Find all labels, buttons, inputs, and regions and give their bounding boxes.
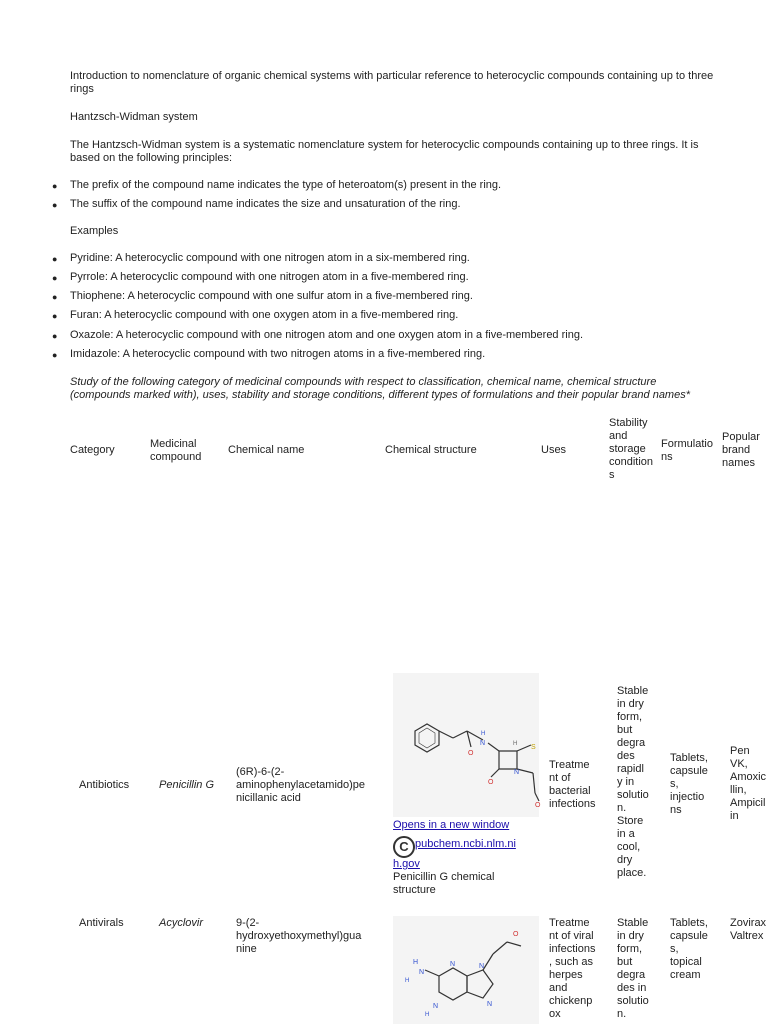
opens-new-window-link[interactable]: Opens in a new window — [393, 819, 510, 831]
header-category: Category — [70, 444, 115, 456]
svg-text:O: O — [488, 779, 494, 786]
section-heading: Hantzsch-Widman system — [70, 111, 198, 123]
bullet-icon: ● — [52, 254, 58, 264]
list-item: The prefix of the compound name indicates the type of heteroatom(s) present in the ring. — [70, 179, 502, 191]
header-medicinal-compound: Medicinal compound — [150, 438, 202, 463]
list-item: Imidazole: A heterocyclic compound with two nitrogen atoms in a five-membered ring. — [70, 348, 486, 360]
svg-text:O: O — [468, 750, 474, 757]
svg-text:O: O — [513, 931, 519, 938]
cell-uses: Treatme nt of viral infections , such as herpes and chickenp ox — [549, 917, 596, 1020]
penicillin-structure-image — [393, 673, 539, 817]
bullet-icon: ● — [52, 273, 58, 283]
svg-text:N: N — [419, 969, 425, 976]
study-instructions: Study of the following category of medicinal compounds with respect to classification, chemical name, chemical structure (compounds marked with), uses, stability and storage conditions, different types of formulations and their popular brand names* — [70, 376, 690, 401]
header-uses: Uses — [541, 444, 567, 456]
examples-heading: Examples — [70, 225, 119, 237]
cell-stability: Stable in dry form, but degra des in solutio n. — [617, 917, 649, 1020]
header-formulations: Formulatio ns — [661, 438, 713, 463]
acyclovir-structure-image — [393, 916, 539, 1024]
svg-text:H: H — [513, 741, 518, 747]
cell-compound: Acyclovir — [159, 917, 204, 929]
header-stability: Stability and storage condition s — [609, 417, 654, 481]
svg-text:N: N — [514, 769, 520, 776]
cell-stability: Stable in dry form, but degra des rapidl y in solutio n. Store in a cool, dry place. — [617, 685, 649, 879]
svg-text:H: H — [481, 731, 486, 737]
svg-text:N: N — [433, 1003, 439, 1010]
penicillin-molecule-drawing — [393, 673, 539, 817]
svg-text:H: H — [405, 978, 410, 984]
svg-text:N: N — [450, 961, 456, 968]
cell-brand-names: Pen VK, Amoxic llin, Ampicil in — [730, 745, 767, 822]
header-brand-names: Popular brand names — [722, 431, 760, 469]
bullet-icon: ● — [52, 311, 58, 321]
image-source[interactable]: C pubchem.ncbi.nlm.ni h.gov — [393, 838, 516, 870]
svg-text:N: N — [479, 963, 485, 970]
bullet-icon: ● — [52, 331, 58, 341]
header-chemical-structure: Chemical structure — [385, 444, 477, 456]
section-description: The Hantzsch-Widman system is a systematic nomenclature system for heterocyclic compounds containing up to three rings. It is based on the following principles: — [70, 139, 699, 164]
cell-brand-names: Zovirax Valtrex — [730, 917, 767, 942]
cell-compound: Penicillin G — [159, 779, 215, 791]
cell-uses: Treatme nt of bacterial infections — [549, 759, 596, 810]
svg-text:S: S — [531, 744, 536, 751]
svg-text:O: O — [535, 802, 541, 809]
header-chemical-name: Chemical name — [228, 444, 305, 456]
list-item: Furan: A heterocyclic compound with one oxygen atom in a five-membered ring. — [70, 309, 459, 321]
bullet-icon: ● — [52, 350, 58, 360]
cell-formulations: Tablets, capsule s, topical cream — [670, 917, 708, 981]
svg-text:N: N — [487, 1001, 493, 1008]
copyright-icon: C — [393, 836, 415, 858]
list-item: Oxazole: A heterocyclic compound with one nitrogen atom and one oxygen atom in a five-membered ring. — [70, 329, 584, 341]
list-item: Pyridine: A heterocyclic compound with one nitrogen atom in a six-membered ring. — [70, 252, 470, 264]
svg-text:N: N — [480, 740, 486, 747]
list-item: The suffix of the compound name indicates the size and unsaturation of the ring. — [70, 198, 461, 210]
list-item: Pyrrole: A heterocyclic compound with one nitrogen atom in a five-membered ring. — [70, 271, 469, 283]
list-item: Thiophene: A heterocyclic compound with one sulfur atom in a five-membered ring. — [70, 290, 473, 302]
svg-text:H: H — [413, 959, 419, 966]
cell-chemical-name: (6R)-6-(2- aminophenylacetamido)pe nicillanic acid — [236, 766, 366, 804]
cell-formulations: Tablets, capsule s, injectio ns — [670, 752, 708, 816]
svg-text:H: H — [425, 1012, 430, 1018]
bullet-icon: ● — [52, 181, 58, 191]
bullet-icon: ● — [52, 200, 58, 210]
bullet-icon: ● — [52, 292, 58, 302]
acyclovir-molecule-drawing — [393, 916, 539, 1024]
image-caption: Penicillin G chemical structure — [393, 871, 495, 896]
cell-chemical-name: 9-(2- hydroxyethoxymethyl)gua nine — [236, 917, 362, 955]
cell-category: Antivirals — [79, 917, 124, 929]
cell-category: Antibiotics — [79, 779, 130, 791]
document-title: Introduction to nomenclature of organic chemical systems with particular reference to heterocyclic compounds containing up to three rings — [70, 70, 714, 95]
